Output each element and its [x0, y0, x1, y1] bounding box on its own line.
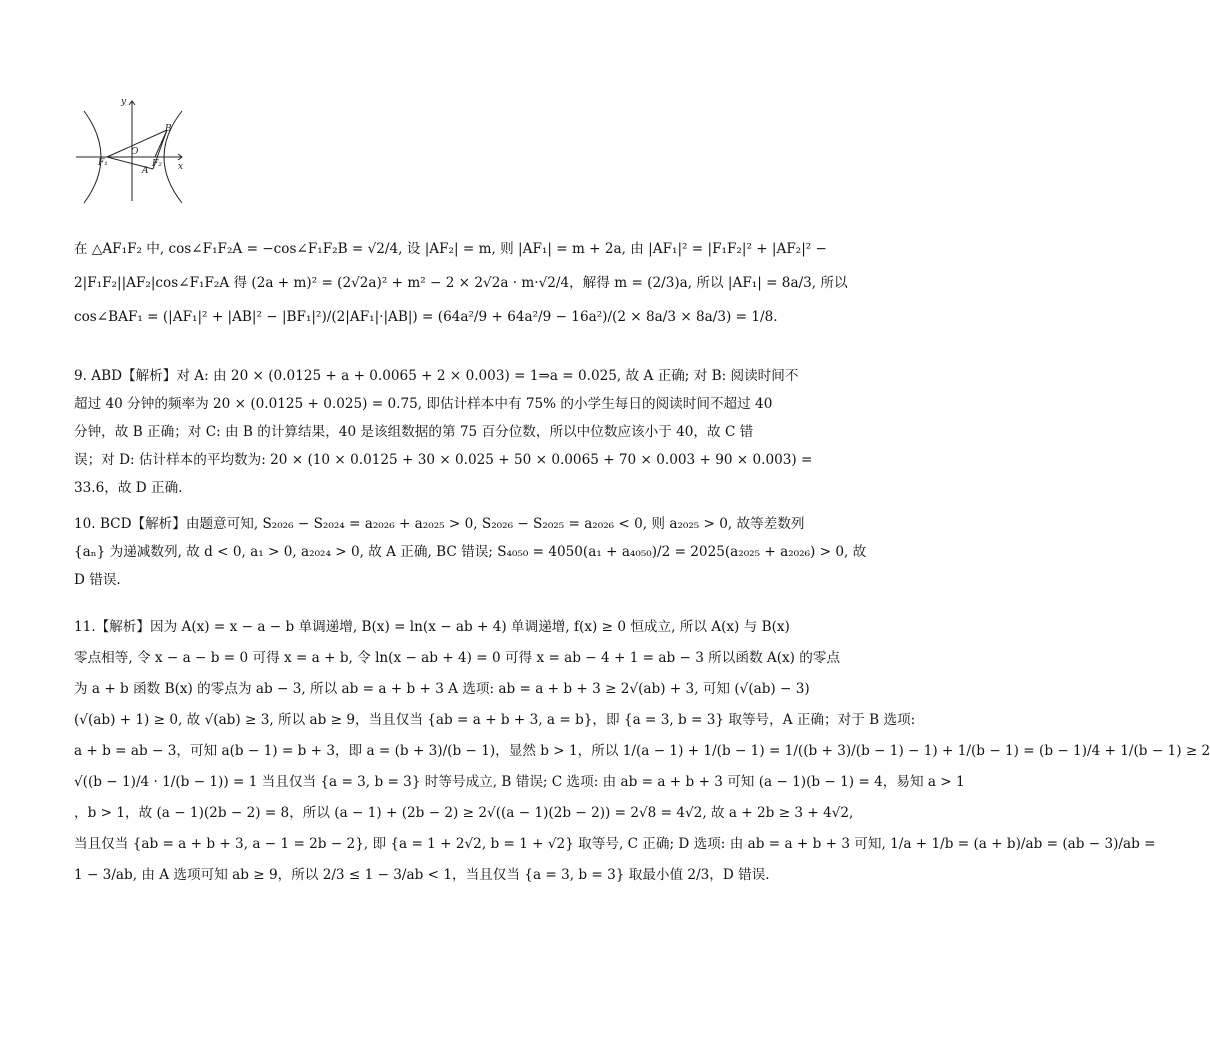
text-line: 当且仅当 {ab = a + b + 3, a − 1 = 2b − 2}, 即 {a = 1 + 2√2, b = 1 + √2} 取等号, C 正确; D 选项: 由 ab = a + b + 3 可知, 1/a + 1/b = (a + b)/ab = (ab − 3)/ab = — [74, 836, 1156, 852]
text-line: 9. ABD【解析】对 A: 由 20 × (0.0125 + a + 0.0065 + 2 × 0.003) = 1⇒a = 0.025, 故 A 正确; 对 B: 阅读时间不 — [74, 368, 799, 384]
hyperbola-figure — [74, 95, 189, 205]
text-line: D 错误. — [74, 572, 121, 588]
text-line: 超过 40 分钟的频率为 20 × (0.0125 + 0.025) = 0.75, 即估计样本中有 75% 的小学生每日的阅读时间不超过 40 — [74, 396, 773, 412]
text-line: 在 △AF₁F₂ 中, cos∠F₁F₂A = −cos∠F₁F₂B = √2/4, 设 |AF₂| = m, 则 |AF₁| = m + 2a, 由 |AF₁|² = |F₁F₂|² + |AF₂|² − — [74, 241, 827, 257]
text-line: 10. BCD【解析】由题意可知, S₂₀₂₆ − S₂₀₂₄ = a₂₀₂₆ + a₂₀₂₅ > 0, S₂₀₂₆ − S₂₀₂₅ = a₂₀₂₆ < 0, 则 a₂₀₂₅ > 0, 故等差数列 — [74, 516, 805, 532]
label-origin: O — [131, 147, 139, 157]
text-line: cos∠BAF₁ = (|AF₁|² + |AB|² − |BF₁|²)/(2|AF₁|·|AB|) = (64a²/9 + 64a²/9 − 16a²)/(2 × 8a/3 × 8a/3) = 1/8. — [74, 309, 778, 325]
label-x: x — [178, 162, 184, 172]
text-line: 分钟，故 B 正确；对 C: 由 B 的计算结果，40 是该组数据的第 75 百分位数，所以中位数应该小于 40，故 C 错 — [74, 424, 754, 440]
label-b: B — [165, 124, 172, 134]
text-line: √((b − 1)/4 · 1/(b − 1)) = 1 当且仅当 {a = 3, b = 3} 时等号成立, B 错误; C 选项: 由 ab = a + b + 3 可知 (a − 1)(b − 1) = 4，易知 a > 1 — [74, 774, 965, 790]
question-9-solution — [74, 362, 813, 502]
hyperbola-solution — [74, 232, 848, 334]
text-line: 为 a + b 函数 B(x) 的零点为 ab − 3, 所以 ab = a + b + 3 A 选项: ab = a + b + 3 ≥ 2√(ab) + 3, 可知 (√(ab) − 3) — [74, 681, 810, 697]
label-f1: F₁ — [98, 158, 108, 168]
text-line: 误；对 D: 估计样本的平均数为: 20 × (10 × 0.0125 + 30 × 0.025 + 50 × 0.0065 + 70 × 0.003 + 90 × 0.003) = — [74, 452, 813, 468]
question-11-solution — [74, 612, 1210, 891]
question-10-solution — [74, 510, 867, 594]
text-line: 1 − 3/ab, 由 A 选项可知 ab ≥ 9，所以 2/3 ≤ 1 − 3/ab < 1，当且仅当 {a = 3, b = 3} 取最小值 2/3，D 错误. — [74, 867, 770, 883]
label-f2: F₂ — [152, 159, 162, 169]
text-line: 零点相等, 令 x − a − b = 0 可得 x = a + b, 令 ln(x − ab + 4) = 0 可得 x = ab − 4 + 1 = ab − 3 所以函数 A(x) 的零点 — [74, 650, 841, 666]
label-a: A — [142, 166, 149, 176]
text-line: (√(ab) + 1) ≥ 0, 故 √(ab) ≥ 3, 所以 ab ≥ 9，当且仅当 {ab = a + b + 3, a = b}，即 {a = 3, b = 3} 取等号，A 正确；对于 B 选项: — [74, 712, 916, 728]
text-line: {aₙ} 为递减数列, 故 d < 0, a₁ > 0, a₂₀₂₄ > 0, 故 A 正确, BC 错误; S₄₀₅₀ = 4050(a₁ + a₄₀₅₀)/2 = 2025(a₂₀₂₅ + a₂₀₂₆) > 0, 故 — [74, 544, 867, 560]
label-y: y — [121, 97, 127, 107]
text-line: 11.【解析】因为 A(x) = x − a − b 单调递增, B(x) = ln(x − ab + 4) 单调递增, f(x) ≥ 0 恒成立, 所以 A(x) 与 B(x) — [74, 619, 790, 635]
text-line: ，b > 1，故 (a − 1)(2b − 2) = 8，所以 (a − 1) + (2b − 2) ≥ 2√((a − 1)(2b − 2)) = 2√8 = 4√2, 故 a + 2b ≥ 3 + 4√2, — [74, 805, 854, 821]
text-line: 2|F₁F₂||AF₂|cos∠F₁F₂A 得 (2a + m)² = (2√2a)² + m² − 2 × 2√2a · m·√2/4，解得 m = (2/3)a, 所以 |AF₁| = 8a/3, 所以 — [74, 275, 848, 291]
text-line: a + b = ab − 3，可知 a(b − 1) = b + 3，即 a = (b + 3)/(b − 1)，显然 b > 1，所以 1/(a − 1) + 1/(b − 1) = 1/((b + 3)/(b − 1) − 1) + 1/(b − 1) = (b − 1)/4 + 1/(b − 1) ≥ 2 — [74, 743, 1210, 759]
text-line: 33.6，故 D 正确. — [74, 480, 183, 496]
